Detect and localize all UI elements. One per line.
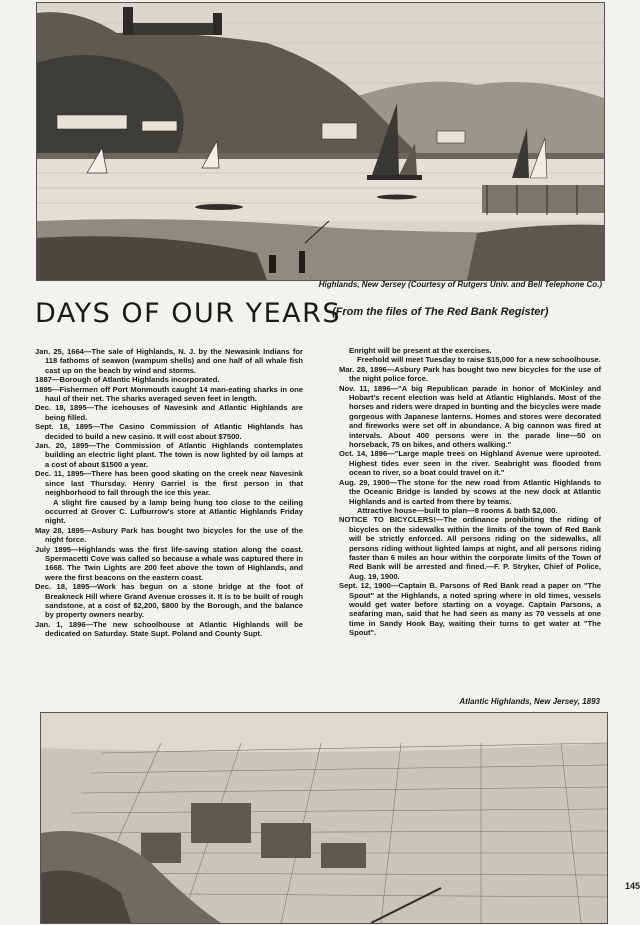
page-title: DAYS OF OUR YEARS bbox=[35, 298, 342, 329]
entry: July 1895—Highlands was the first life-saving station along the coast. Spermacetti Cove was called so because a whale was captured there in 1668. The Twin Lights are 200 feet above the town of Highlands, and were the first beacons on the eastern coast. bbox=[35, 544, 303, 582]
entry: A slight fire caused by a lamp being hung too close to the ceiling occurred at Grover C. Lufburrow's store at Atlantic Highlands Friday night. bbox=[45, 497, 303, 526]
entry: May 28, 1895—Asbury Park has bought two bicycles for the use of the night force. bbox=[35, 525, 303, 545]
entry: Dec. 18, 1895—The icehouses of Navesink and Atlantic Highlands are being filled. bbox=[35, 403, 303, 422]
entry: Sept. 18, 1895—The Casino Commission of Atlantic Highlands has decided to build a new casino. It will cost about $7500. bbox=[35, 422, 303, 441]
entry: Jan. 25, 1664—The sale of Highlands, N. J. by the Newasink Indians for 118 fathoms of seawon (wampum shells) and one half of all whale fish cast up on the beach by wind and storms. bbox=[35, 347, 303, 375]
entry: Nov. 11, 1896—"A big Republican parade in honor of McKinley and Hobart's recent election was held at Atlantic Highlands. Most of the horses and riders were draped in bunting and the bicycles were made gorgeous with Japanese lanterns. Homes and stores were decorated and fireworks were set off in abundance. A big cannon was fired at intervals. About 400 persons were in the parade line—50 on horseback, 75 on bikes, and others walking." bbox=[339, 383, 601, 450]
entry: Sept. 12, 1900—Captain B. Parsons of Red Bank read a paper on "The Spout" at the Highlands, a noted spring where in old times, vessels would get water before starting on a voyage. Captain Parsons, a seafaring man, said that he had seen as many as 70 vessels at one time in Sandy Hook Bay, waiting their turns to get water at "The Spout". bbox=[339, 581, 601, 638]
right-column bbox=[339, 346, 601, 638]
entry: NOTICE TO BICYCLERS!—The ordinance prohibiting the riding of bicycles on the sidewalks within the limits of the town of Red Bank will be strictly enforced. All persons riding on the sidewalks, all persons riding without lighted lamps at night, and all persons riding faster than 6 miles an hour within the corporate limits of the Town of Red Bank will be arrested and fined.—F. P. Stryker, Chief of Police, Aug. 19, 1900. bbox=[339, 515, 601, 581]
entry: Attractive house—built to plan—8 rooms & bath $2,000. bbox=[357, 505, 558, 515]
entry: 1895—Fishermen off Port Monmouth caught 14 man-eating sharks in one haul of their net. The sharks averaged seven feet in length. bbox=[35, 384, 303, 404]
left-column bbox=[35, 347, 303, 639]
page-subtitle: (From the files of The Red Bank Register) bbox=[332, 306, 549, 318]
entry: Oct. 14, 1896—"Large maple trees on Highland Avenue were uprooted. Highest tides ever seen in the river. Seabright was flooded from ocean to river, so a boat could travel on it." bbox=[339, 449, 601, 478]
entry: Dec. 11, 1895—There has been good skating on the creek near Navesink since last Thursday. Henry Garriel is the first person in that neighborhood to fall through the ice this year. bbox=[35, 469, 303, 498]
page-number: 145 bbox=[624, 881, 640, 891]
entry: Enright will be present at the exercises. bbox=[349, 346, 492, 355]
entry: Jan. 20, 1895—The Commission of Atlantic Highlands contemplates building an electric light plant. The town is now lighted by oil lamps at a cost of about $1500 a year. bbox=[35, 441, 303, 469]
entry: Mar. 28, 1896—Asbury Park has bought two new bicycles for the use of the night police force. bbox=[339, 364, 601, 384]
atlantic-highlands-map-engraving bbox=[40, 712, 608, 924]
entry: Jan. 1, 1896—The new schoolhouse at Atlantic Highlands will be dedicated on Saturday. State Supt. Poland and County Supt. bbox=[35, 619, 303, 639]
entry: Freehold will meet Tuesday to raise $15,000 for a new schoolhouse. bbox=[357, 355, 601, 365]
entry: Dec. 18, 1895—Work has begun on a stone bridge at the foot of Breakneck Hill where Grand Avenue crosses it. It is to be built of rough sandstone, at a cost of $2,200, $800 by the Borough, and the balance by property owners nearby. bbox=[35, 582, 303, 620]
entry: Aug. 29, 1900—The stone for the new road from Atlantic Highlands to the Oceanic Bridge is landed by scows at the new dock at Atlantic Highlands and is carted from there by teams. bbox=[339, 477, 601, 506]
highlands-engraving bbox=[36, 2, 605, 281]
top-image-caption: Highlands, New Jersey (Courtesy of Rutgers Univ. and Bell Telephone Co.) bbox=[318, 280, 602, 289]
entry: 1887—Borough of Atlantic Highlands incorporated. bbox=[35, 375, 220, 385]
bottom-image-caption: Atlantic Highlands, New Jersey, 1893 bbox=[459, 697, 600, 706]
